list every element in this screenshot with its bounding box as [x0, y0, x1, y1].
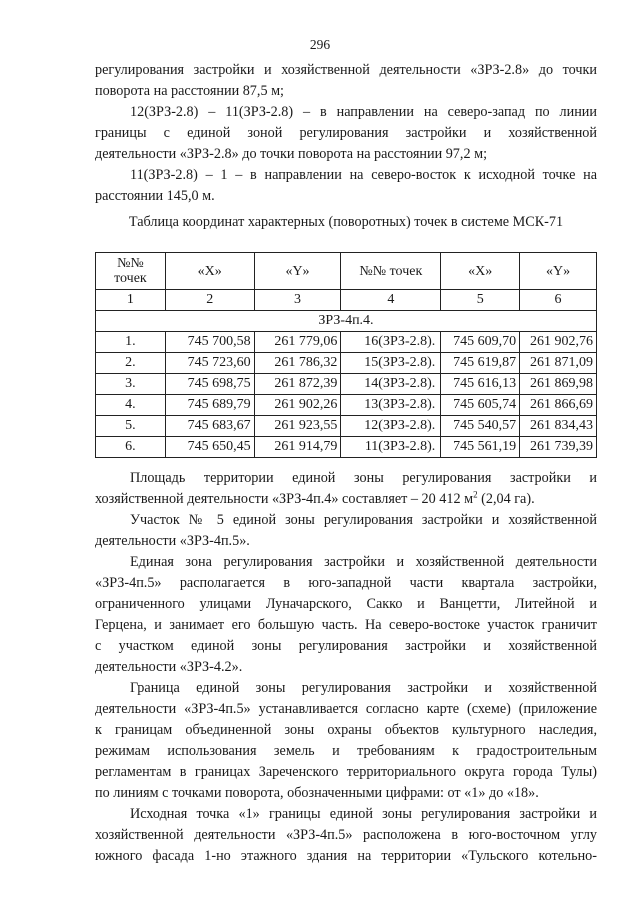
column-number: 4 — [341, 290, 441, 311]
header-x: «X» — [165, 253, 254, 290]
text-line: деятельности «ЗРЗ-4п.5» устанавливается согласно карте (схеме) (приложение — [95, 701, 597, 717]
text-line: границы с единой зоной регулирования застройки и хозяйственной — [95, 125, 597, 141]
point-number-2: 15(ЗРЗ-2.8). — [341, 353, 441, 374]
paragraph-origin-point — [95, 804, 597, 867]
column-number: 6 — [520, 290, 597, 311]
text-line: к границам объединенной зоны охраны объектов культурного наследия, — [95, 722, 597, 738]
point-number: 6. — [96, 437, 166, 458]
x-value: 745 650,45 — [165, 437, 254, 458]
y-value: 261 923,55 — [254, 416, 341, 437]
y-value-2: 261 834,43 — [520, 416, 597, 437]
table-row — [96, 374, 597, 395]
text-line — [95, 489, 597, 510]
paragraph-plot-5 — [95, 510, 597, 552]
paragraph-location — [95, 552, 597, 678]
text-line: Площадь территории единой зоны регулирования застройки и — [130, 470, 597, 486]
x-value: 745 683,67 — [165, 416, 254, 437]
column-number-row — [96, 290, 597, 311]
column-number: 1 — [96, 290, 166, 311]
text-line: 12(ЗРЗ-2.8) – 11(ЗРЗ-2.8) – в направлении на северо-запад по линии — [130, 104, 597, 120]
text-line: деятельности «ЗРЗ-2.8» до точки поворота на расстоянии 97,2 м; — [95, 146, 488, 162]
column-number: 3 — [254, 290, 341, 311]
y-value-2: 261 866,69 — [520, 395, 597, 416]
text-line: режимам использования земель и требованиям к градостроительным — [95, 743, 597, 759]
x-value-2: 745 540,57 — [441, 416, 520, 437]
table-row — [96, 353, 597, 374]
text-line: Единая зона регулирования застройки и хозяйственной деятельности — [130, 554, 597, 570]
y-value: 261 902,26 — [254, 395, 341, 416]
x-value-2: 745 561,19 — [441, 437, 520, 458]
page-number: 296 — [309, 37, 331, 52]
x-value: 745 698,75 — [165, 374, 254, 395]
table-header-row — [96, 253, 597, 290]
table-caption: Таблица координат характерных (поворотных) точек в системе МСК-71 — [128, 214, 564, 230]
area-text-suffix: (2,04 га). — [477, 491, 535, 507]
point-number-2: 12(ЗРЗ-2.8). — [341, 416, 441, 437]
header-point-number-2: №№ точек — [341, 253, 441, 290]
x-value-2: 745 609,70 — [441, 332, 520, 353]
point-number: 2. — [96, 353, 166, 374]
y-value-2: 261 869,98 — [520, 374, 597, 395]
coordinates-table — [95, 252, 597, 458]
header-y: «Y» — [254, 253, 341, 290]
header-y-2: «Y» — [520, 253, 597, 290]
text-line: деятельности «ЗРЗ-4п.5». — [95, 533, 250, 549]
y-value-2: 261 739,39 — [520, 437, 597, 458]
text-line: по линиям с точками поворота, обозначенными цифрами: от «1» до «18». — [95, 785, 539, 801]
text-line: деятельности «ЗРЗ-4.2». — [95, 659, 243, 675]
text-line: южного фасада 1-но этажного здания на территории «Тульского котельно- — [95, 848, 597, 864]
section-label: ЗРЗ-4п.4. — [96, 311, 597, 332]
column-number: 5 — [441, 290, 520, 311]
x-value: 745 723,60 — [165, 353, 254, 374]
text-line: хозяйственной деятельности «ЗРЗ-4п.5» расположена в юго-восточном углу — [95, 827, 597, 843]
text-line: Граница единой зоны регулирования застройки и хозяйственной — [130, 680, 597, 696]
text-line: поворота на расстоянии 87,5 м; — [95, 83, 285, 99]
paragraph-distance-11-12 — [95, 60, 597, 102]
x-value-2: 745 616,13 — [441, 374, 520, 395]
y-value-2: 261 902,76 — [520, 332, 597, 353]
table-body — [96, 332, 597, 458]
text-line: «ЗРЗ-4п.5» располагается в юго-западной части квартала застройки, — [95, 575, 597, 591]
point-number: 1. — [96, 332, 166, 353]
x-value: 745 689,79 — [165, 395, 254, 416]
y-value: 261 786,32 — [254, 353, 341, 374]
section-row — [96, 311, 597, 332]
point-number-2: 11(ЗРЗ-2.8). — [341, 437, 441, 458]
paragraph-segment-12-11 — [95, 102, 597, 165]
paragraph-boundary — [95, 678, 597, 804]
x-value: 745 700,58 — [165, 332, 254, 353]
area-text: хозяйственной деятельности «ЗРЗ-4п.4» составляет – 20 412 м — [95, 491, 474, 507]
text-line: регулирования застройки и хозяйственной деятельности «ЗРЗ-2.8» до точки — [95, 62, 597, 78]
table-row — [96, 416, 597, 437]
text-line: Участок № 5 единой зоны регулирования застройки и хозяйственной — [130, 512, 597, 528]
text-line: расстоянии 145,0 м. — [95, 188, 215, 204]
point-number-2: 16(ЗРЗ-2.8). — [341, 332, 441, 353]
header-x-2: «X» — [441, 253, 520, 290]
y-value: 261 872,39 — [254, 374, 341, 395]
x-value-2: 745 605,74 — [441, 395, 520, 416]
text-line: 11(ЗРЗ-2.8) – 1 – в направлении на северо-восток к исходной точке на — [130, 167, 597, 183]
point-number: 5. — [96, 416, 166, 437]
text-line: ограниченного улицами Луначарского, Сакко и Ванцетти, Литейной и — [95, 596, 597, 612]
point-number-2: 14(ЗРЗ-2.8). — [341, 374, 441, 395]
area-unit-superscript: 2 — [473, 489, 478, 500]
point-number: 4. — [96, 395, 166, 416]
paragraph-area — [95, 468, 597, 510]
y-value: 261 779,06 — [254, 332, 341, 353]
y-value-2: 261 871,09 — [520, 353, 597, 374]
header-point-number: №№ точек — [96, 253, 166, 290]
text-line: Герцена, и занимает его большую часть. На северо-востоке участок граничит — [95, 617, 597, 633]
point-number: 3. — [96, 374, 166, 395]
column-number: 2 — [165, 290, 254, 311]
x-value-2: 745 619,87 — [441, 353, 520, 374]
text-line: регламентам в границах Зареченского территориального округа города Тулы) — [95, 764, 597, 780]
table-row — [96, 395, 597, 416]
y-value: 261 914,79 — [254, 437, 341, 458]
paragraph-segment-11-1 — [95, 165, 597, 207]
point-number-2: 13(ЗРЗ-2.8). — [341, 395, 441, 416]
text-line: Исходная точка «1» границы единой зоны регулирования застройки и — [130, 806, 597, 822]
text-line: с участком единой зоны регулирования застройки и хозяйственной — [95, 638, 597, 654]
table-row — [96, 437, 597, 458]
table-row — [96, 332, 597, 353]
